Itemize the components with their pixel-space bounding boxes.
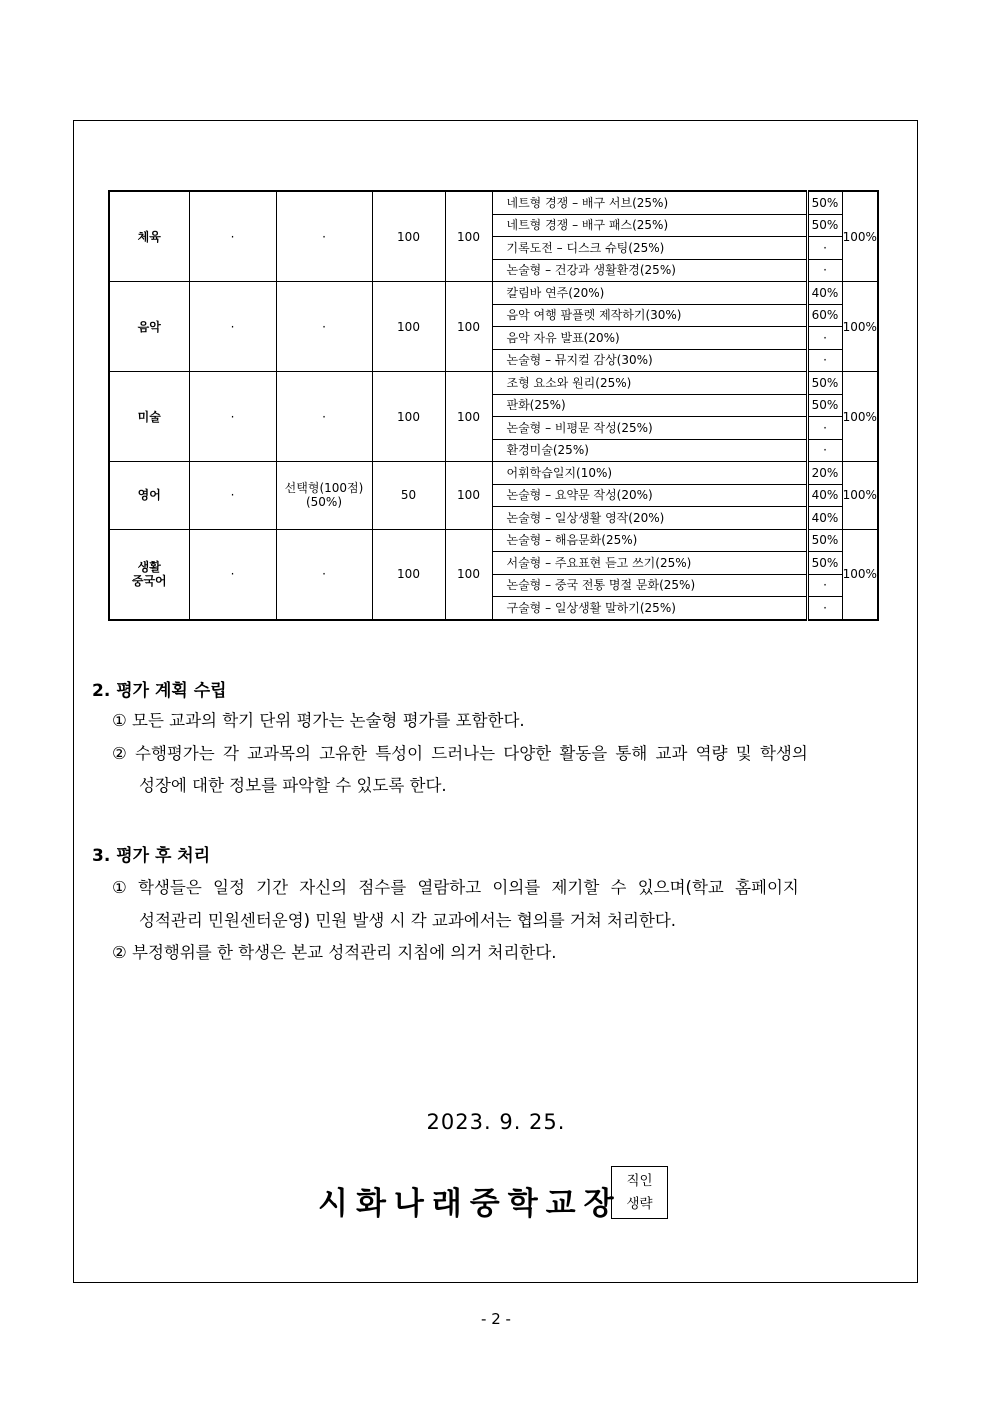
subject-cell xyxy=(109,372,189,462)
objective-score-cell: 선택형(100점)(50%) xyxy=(276,462,372,530)
task-weight-cell: · xyxy=(807,597,842,620)
subject-label: 미술 xyxy=(137,409,161,424)
section2-item2-line2: 성장에 대한 정보를 파악할 수 있도록 한다. xyxy=(139,776,447,795)
task-name-cell: 논술형 – 요약문 작성(20%) xyxy=(492,484,807,507)
objective-score-cell: · xyxy=(276,282,372,372)
total-score-cell: 100 xyxy=(445,191,492,282)
written-score-cell: · xyxy=(189,282,276,372)
task-weight-cell: · xyxy=(807,349,842,372)
task-weight-cell: 20% xyxy=(807,462,842,485)
section2-title: 2. 평가 계획 수립 xyxy=(92,681,227,701)
table-row xyxy=(109,282,878,305)
total-score-cell: 100 xyxy=(445,529,492,620)
task-weight-cell: 50% xyxy=(807,529,842,552)
section3-item1-line1: ① 학생들은 일정 기간 자신의 점수를 열람하고 이의를 제기할 수 있으며(학교 홈페이지 xyxy=(112,878,799,897)
weight-total-cell: 100% xyxy=(842,529,878,620)
principal-name: 시화나래중학교장 xyxy=(318,1186,622,1222)
weight-total-cell: 100% xyxy=(842,462,878,530)
objective-score-cell: · xyxy=(276,529,372,620)
task-weight-cell: 40% xyxy=(807,282,842,305)
task-name-cell: 논술형 – 중국 전통 명절 문화(25%) xyxy=(492,574,807,597)
task-name-cell: 기록도전 – 디스크 슈팅(25%) xyxy=(492,237,807,260)
assessment-table xyxy=(108,190,879,621)
task-weight-cell: · xyxy=(807,574,842,597)
objective-score-cell: · xyxy=(276,372,372,462)
subject-label: 생활 xyxy=(137,560,161,574)
task-name-cell: 논술형 – 건강과 생활환경(25%) xyxy=(492,259,807,282)
task-name-cell: 음악 여행 팜플렛 제작하기(30%) xyxy=(492,304,807,327)
table-row xyxy=(109,462,878,485)
total-score-cell: 100 xyxy=(445,372,492,462)
subject-cell xyxy=(109,282,189,372)
subject-cell xyxy=(109,529,189,620)
task-weight-cell: 40% xyxy=(807,507,842,530)
task-name-cell: 칼림바 연주(20%) xyxy=(492,282,807,305)
task-name-cell: 네트형 경쟁 – 배구 서브(25%) xyxy=(492,191,807,214)
performance-score-cell: 100 xyxy=(372,191,445,282)
total-score-cell: 100 xyxy=(445,282,492,372)
subject-label: 체육 xyxy=(137,229,161,244)
written-score-cell: · xyxy=(189,529,276,620)
task-weight-cell: 50% xyxy=(807,552,842,575)
task-weight-cell: 50% xyxy=(807,214,842,237)
weight-total-cell: 100% xyxy=(842,191,878,282)
task-weight-cell: · xyxy=(807,237,842,260)
written-score-cell: · xyxy=(189,191,276,282)
task-weight-cell: 50% xyxy=(807,372,842,395)
task-name-cell: 논술형 – 해음문화(25%) xyxy=(492,529,807,552)
task-name-cell: 구술형 – 일상생활 말하기(25%) xyxy=(492,597,807,620)
section2-item2-line1: ② 수행평가는 각 교과목의 고유한 특성이 드러나는 다양한 활동을 통해 교과 역량 및 학생의 xyxy=(112,744,808,763)
performance-score-cell: 100 xyxy=(372,282,445,372)
subject-label: 중국어 xyxy=(131,574,167,588)
written-score-cell: · xyxy=(189,372,276,462)
task-weight-cell: · xyxy=(807,417,842,440)
seal-box xyxy=(611,1166,668,1219)
section2-item1: ① 모든 교과의 학기 단위 평가는 논술형 평가를 포함한다. xyxy=(112,711,525,730)
subject-label: 음악 xyxy=(137,319,161,334)
total-score-cell: 100 xyxy=(445,462,492,530)
task-name-cell: 환경미술(25%) xyxy=(492,439,807,462)
weight-total-cell: 100% xyxy=(842,282,878,372)
subject-label: 영어 xyxy=(137,488,161,503)
task-name-cell: 어휘학습일지(10%) xyxy=(492,462,807,485)
seal-text-line2: 생략 xyxy=(626,1196,653,1212)
objective-score-cell: · xyxy=(276,191,372,282)
table-row xyxy=(109,529,878,552)
written-score-cell: · xyxy=(189,462,276,530)
section3-title: 3. 평가 후 처리 xyxy=(92,846,211,866)
performance-score-cell: 100 xyxy=(372,372,445,462)
page-number: - 2 - xyxy=(481,1310,511,1328)
section3-item2: ② 부정행위를 한 학생은 본교 성적관리 지침에 의거 처리한다. xyxy=(112,943,557,962)
task-weight-cell: 40% xyxy=(807,484,842,507)
performance-score-cell: 100 xyxy=(372,529,445,620)
seal-text-line1: 직인 xyxy=(626,1173,653,1189)
task-name-cell: 네트형 경쟁 – 배구 패스(25%) xyxy=(492,214,807,237)
task-weight-cell: · xyxy=(807,259,842,282)
task-name-cell: 논술형 – 뮤지컬 감상(30%) xyxy=(492,349,807,372)
task-name-cell: 조형 요소와 원리(25%) xyxy=(492,372,807,395)
task-weight-cell: 60% xyxy=(807,304,842,327)
task-name-cell: 논술형 – 비평문 작성(25%) xyxy=(492,417,807,440)
task-name-cell: 논술형 – 일상생활 영작(20%) xyxy=(492,507,807,530)
subject-cell xyxy=(109,462,189,530)
table-row xyxy=(109,372,878,395)
task-weight-cell: · xyxy=(807,327,842,350)
issue-date: 2023. 9. 25. xyxy=(426,1110,566,1134)
task-weight-cell: · xyxy=(807,439,842,462)
section3-item1-line2: 성적관리 민원센터운영) 민원 발생 시 각 교과에서는 협의를 거쳐 처리한다. xyxy=(139,911,677,930)
task-name-cell: 서술형 – 주요표현 듣고 쓰기(25%) xyxy=(492,552,807,575)
weight-total-cell: 100% xyxy=(842,372,878,462)
task-name-cell: 판화(25%) xyxy=(492,394,807,417)
task-name-cell: 음악 자유 발표(20%) xyxy=(492,327,807,350)
table-row xyxy=(109,191,878,214)
performance-score-cell: 50 xyxy=(372,462,445,530)
task-weight-cell: 50% xyxy=(807,191,842,214)
subject-cell xyxy=(109,191,189,282)
task-weight-cell: 50% xyxy=(807,394,842,417)
